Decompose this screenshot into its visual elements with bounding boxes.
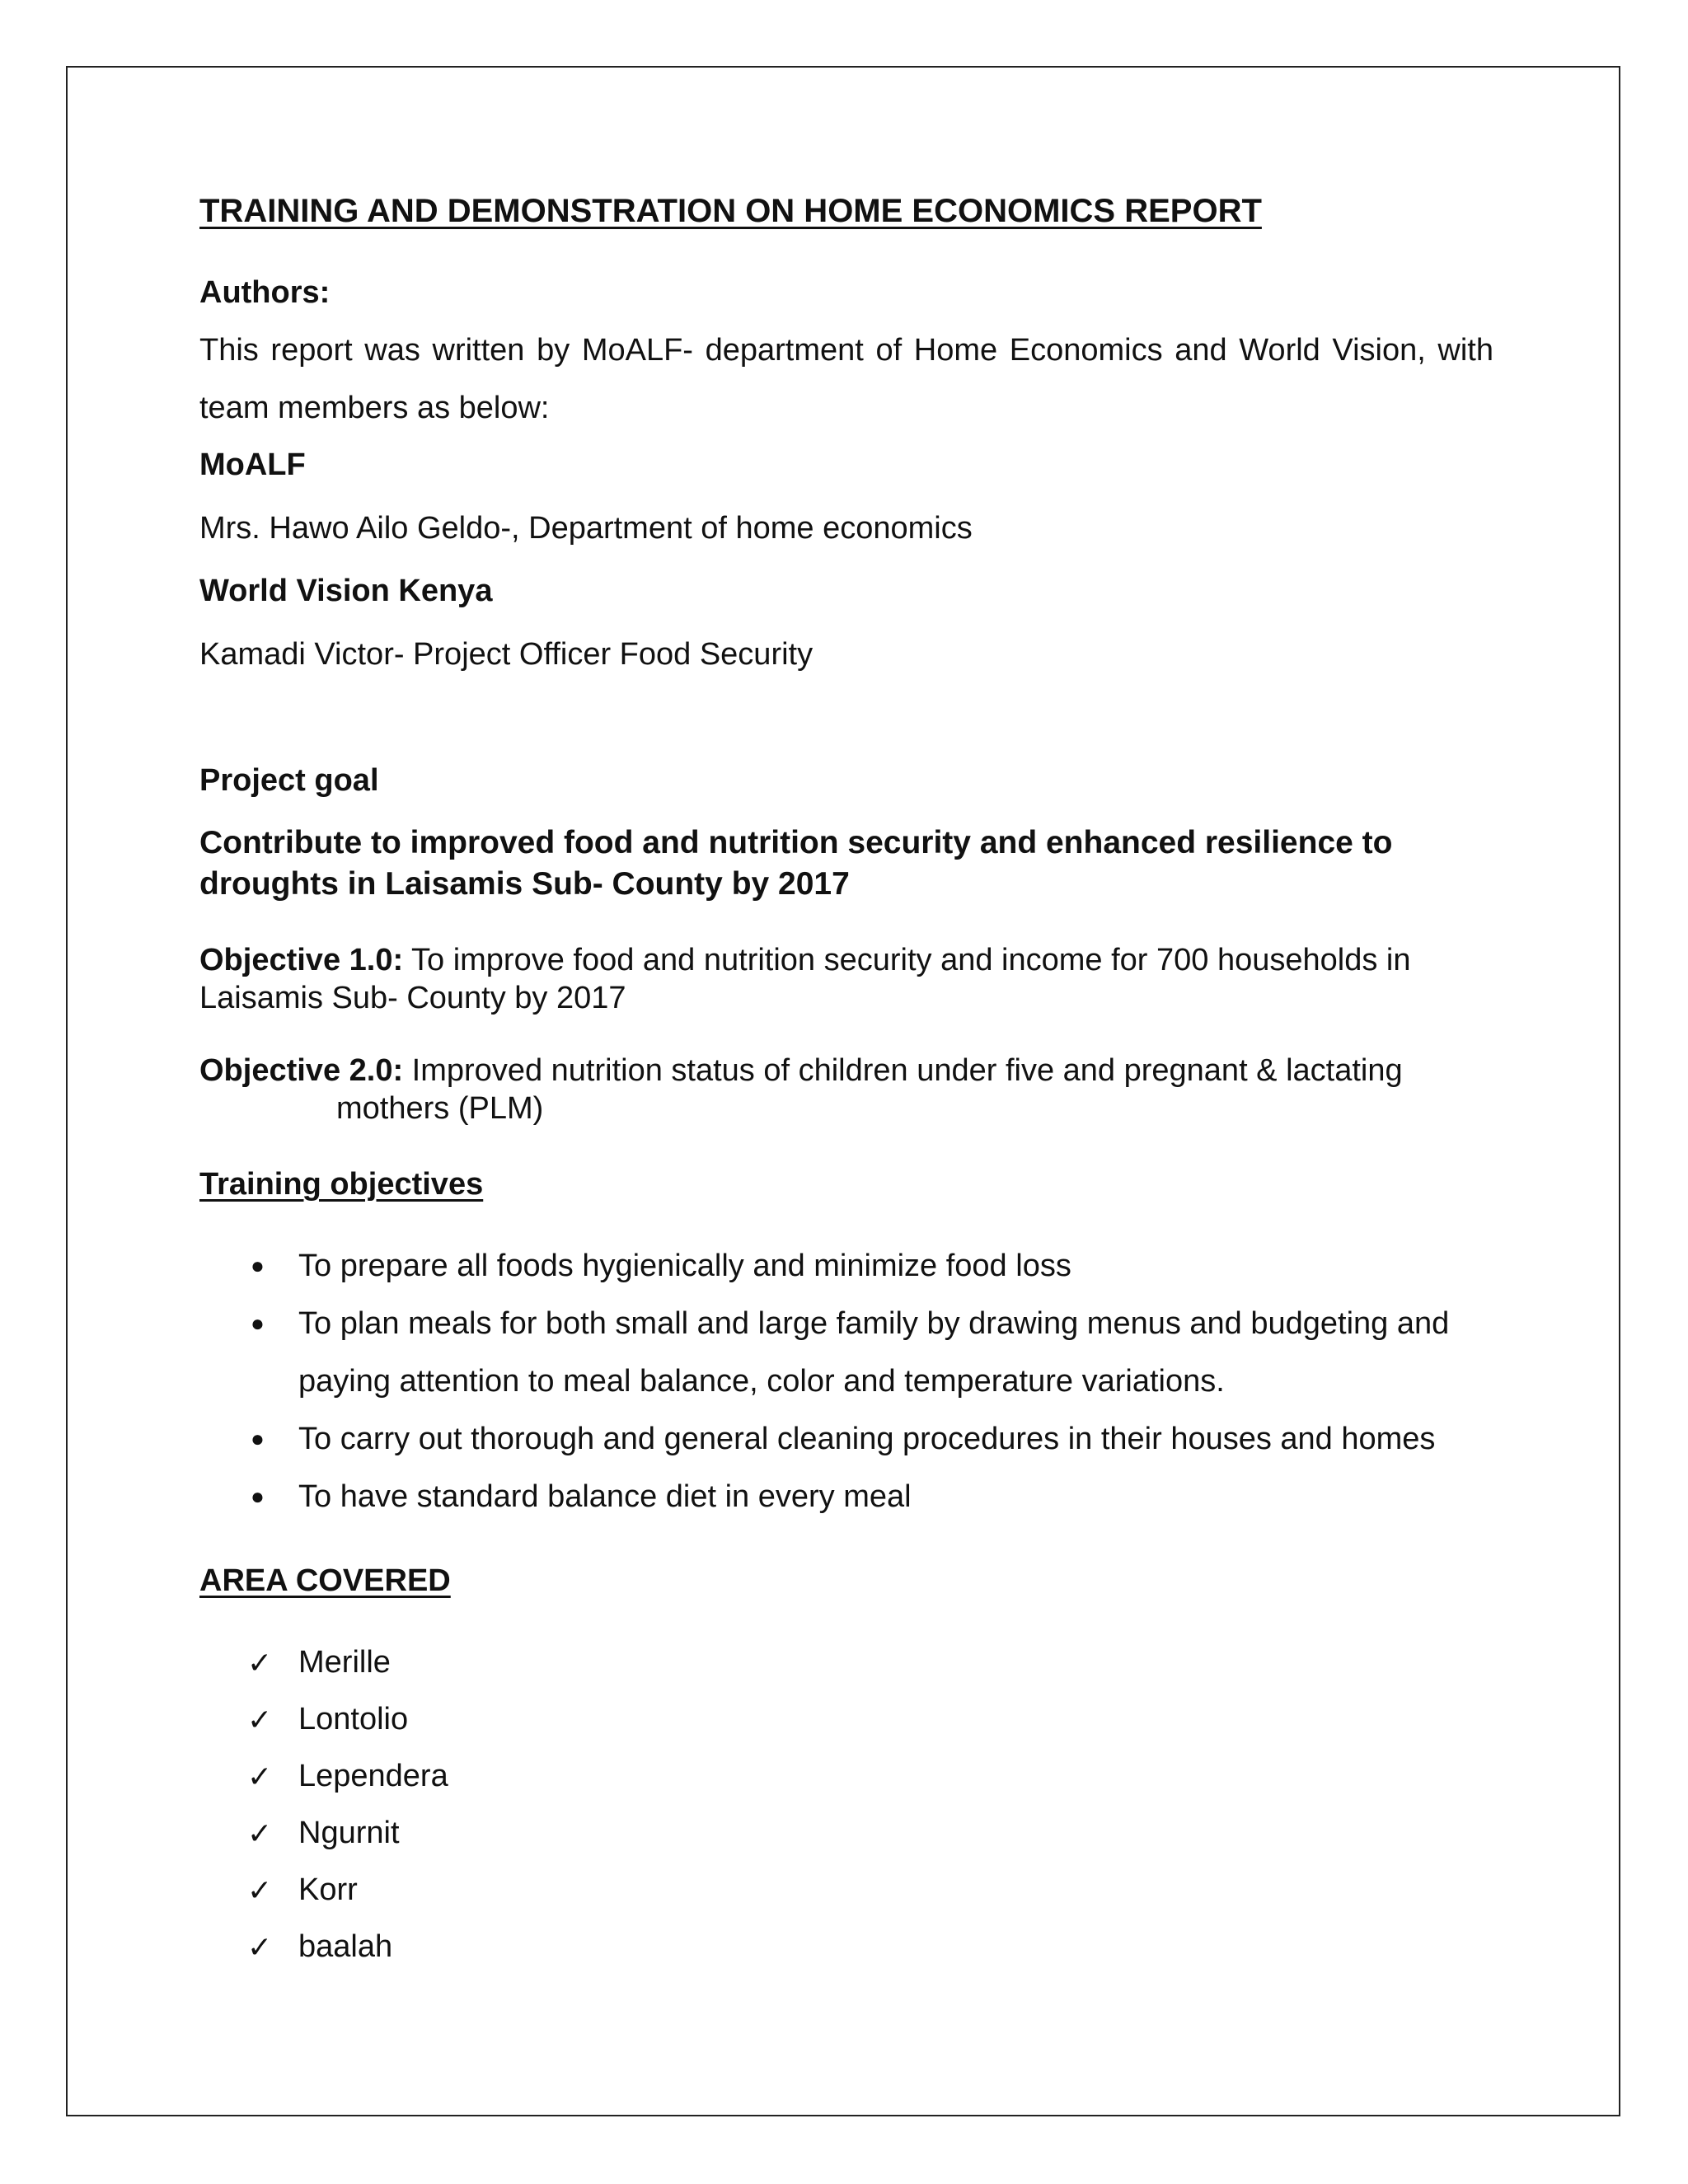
list-item — [199, 1237, 1526, 1295]
list-item — [199, 1919, 448, 1975]
objective-1-text: To improve food and nutrition security and income for 700 households in Laisamis Sub- County by 2017 — [199, 943, 1411, 1015]
bullet-icon: ● — [251, 1483, 265, 1509]
org-wvk-member: Kamadi Victor- Project Officer Food Security — [199, 637, 814, 672]
list-item — [199, 1295, 1526, 1410]
bullet-icon: ● — [251, 1310, 265, 1336]
org-wvk-heading: World Vision Kenya — [199, 574, 493, 608]
objective-2 — [199, 1052, 1485, 1127]
area-name: Ngurnit — [298, 1816, 400, 1850]
checkmark-icon: ✓ — [247, 1816, 273, 1850]
bullet-icon: ● — [251, 1253, 265, 1278]
list-item — [199, 1468, 1526, 1526]
org-moalf-heading: MoALF — [199, 448, 306, 482]
checkmark-icon: ✓ — [247, 1873, 273, 1907]
list-item-text: To have standard balance diet in every meal — [298, 1479, 912, 1514]
list-item — [199, 1634, 448, 1691]
training-objectives-heading: Training objectives — [199, 1167, 484, 1202]
objective-2-label: Objective 2.0: — [199, 1053, 404, 1088]
area-covered-list — [199, 1634, 448, 1975]
checkmark-icon: ✓ — [247, 1930, 273, 1964]
checkmark-icon: ✓ — [247, 1703, 273, 1736]
list-item-text: To carry out thorough and general cleaning procedures in their houses and homes — [298, 1422, 1436, 1456]
project-goal-heading: Project goal — [199, 763, 379, 798]
list-item — [199, 1748, 448, 1805]
project-goal-text: Contribute to improved food and nutrition security and enhanced resilience to droughts in Laisamis Sub- County by 2017 — [199, 825, 1393, 902]
list-item — [199, 1805, 448, 1862]
report-title: TRAINING AND DEMONSTRATION ON HOME ECONOMICS REPORT — [199, 193, 1262, 229]
training-objectives-list — [199, 1237, 1526, 1526]
area-covered-heading: AREA COVERED — [199, 1563, 451, 1598]
area-name: Lontolio — [298, 1702, 409, 1736]
objective-2-text: Improved nutrition status of children under five and pregnant & lactating — [403, 1053, 1403, 1088]
bullet-icon: ● — [251, 1426, 265, 1451]
authors-text: This report was written by MoALF- department of Home Economics and World Vision, with team members as below: — [199, 333, 1493, 425]
checkmark-icon: ✓ — [247, 1646, 273, 1680]
list-item-text: To plan meals for both small and large family by drawing menus and budgeting and paying attention to meal balance, color and temperature variations. — [298, 1306, 1450, 1399]
list-item — [199, 1691, 448, 1748]
area-name: Lependera — [298, 1759, 448, 1793]
list-item — [199, 1862, 448, 1919]
objective-1 — [199, 941, 1485, 1017]
area-name: Korr — [298, 1872, 358, 1907]
objective-1-label: Objective 1.0: — [199, 943, 404, 977]
checkmark-icon: ✓ — [247, 1760, 273, 1793]
list-item — [199, 1410, 1526, 1468]
authors-heading: Authors: — [199, 275, 331, 310]
area-name: Merille — [298, 1645, 391, 1680]
org-moalf-member: Mrs. Hawo Ailo Geldo-, Department of home economics — [199, 511, 973, 546]
objective-2-text-continued: mothers (PLM) — [336, 1091, 544, 1126]
list-item-text: To prepare all foods hygienically and minimize food loss — [298, 1249, 1071, 1283]
area-name: baalah — [298, 1929, 393, 1964]
